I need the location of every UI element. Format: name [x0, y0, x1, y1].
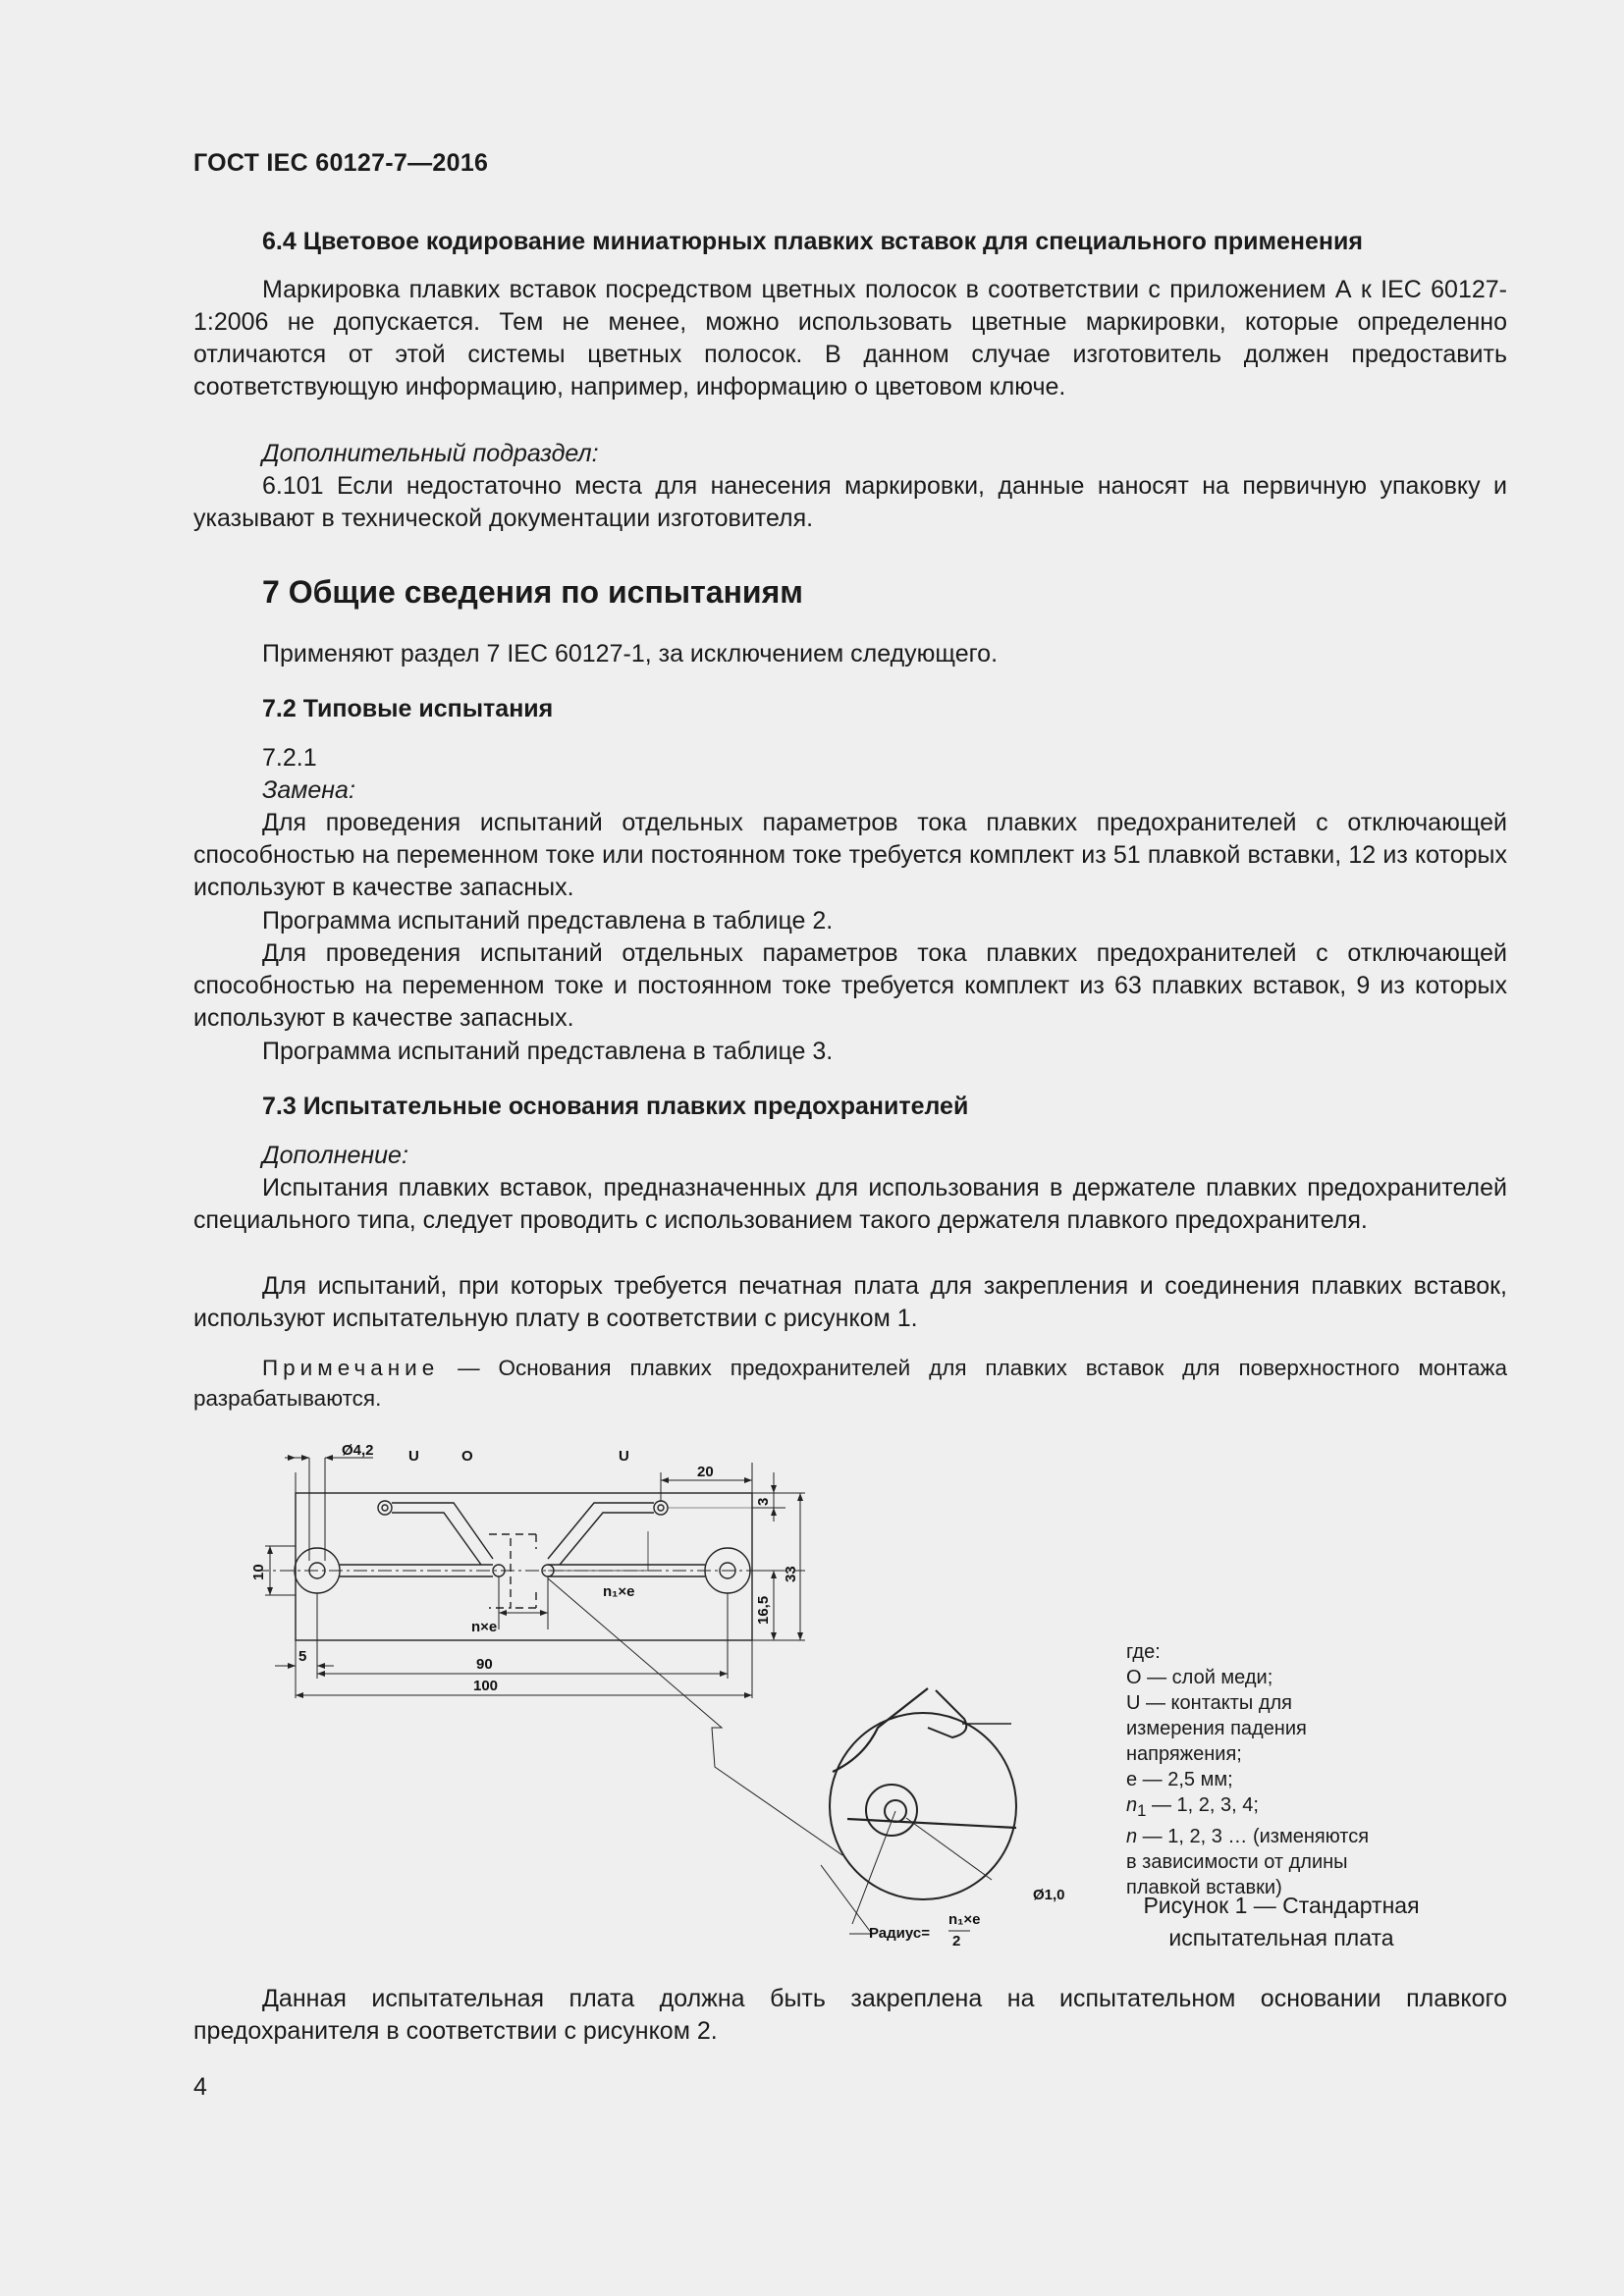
dim-5: 5 — [298, 1648, 307, 1665]
dim-20: 20 — [697, 1464, 714, 1480]
clause-7-2-1-para-4: Программа испытаний представлена в таблице 3. — [262, 1038, 834, 1065]
radius-label: Радиус= — [869, 1925, 930, 1942]
legend-contacts: U — контакты для измерения падения напряжения; — [1126, 1692, 1307, 1765]
replacement-label: Замена: — [262, 776, 355, 804]
note-label: Примечание — [262, 1356, 440, 1380]
label-u-left: U — [408, 1448, 419, 1465]
dim-hole-diameter: Ø4,2 — [342, 1442, 374, 1459]
section-6-4-text: Маркировка плавких вставок посредством цветных полосок в соответствии с приложением А к IEC 60127-1:2006 не допускается. Тем не менее, можно использовать цветные маркировки, которые определенно отличаются от этой системы цветных полосок. В данном случае изготовитель должен предоставить соответствующую информацию, например, информацию о цветовом ключе. — [193, 276, 1507, 400]
label-u-right: U — [619, 1448, 629, 1465]
clause-7-2-1: 7.2.1 — [262, 744, 317, 772]
document-header: ГОСТ IEC 60127-7—2016 — [193, 149, 489, 177]
section-7-2-title: 7.2 Типовые испытания — [262, 695, 554, 722]
clause-7-2-1-para-2: Программа испытаний представлена в таблице 2. — [262, 907, 834, 934]
section-7-text: Применяют раздел 7 IEC 60127-1, за исключением следующего. — [262, 640, 999, 667]
note-text: — Основания плавких предохранителей для плавких вставок для поверхностного монтажа разрабатываются. — [193, 1356, 1507, 1411]
dim-33: 33 — [783, 1566, 799, 1582]
dim-3: 3 — [755, 1497, 772, 1506]
dim-16-5: 16,5 — [755, 1595, 772, 1625]
section-6-4-title: 6.4 Цветовое кодирование миниатюрных плавких вставок для специального применения — [262, 228, 1363, 255]
figure-caption: Рисунок 1 — Стандартная испытательная плата — [1143, 1893, 1420, 1950]
note — [193, 1353, 1507, 1414]
addition-label: Дополнение: — [262, 1142, 408, 1169]
figure-legend — [1126, 1639, 1381, 1900]
clause-7-2-1-para-3: Для проведения испытаний отдельных параметров тока плавких предохранителей с отключающей способностью на переменном токе и постоянном токе требуется комплект из 63 плавких вставок, 9 из которых используют в качестве запасных. — [193, 939, 1507, 1032]
page-number: 4 — [193, 2073, 207, 2101]
radius-denominator: 2 — [952, 1933, 961, 1949]
test-board-drawing — [236, 1433, 1100, 1963]
section-7-3-para-1: Испытания плавких вставок, предназначенных для использования в держателе плавких предохранителей специального типа, следует проводить с использованием такого держателя плавкого предохранителя. — [193, 1174, 1507, 1234]
label-o: O — [461, 1448, 473, 1465]
dim-ne: n×e — [471, 1619, 498, 1635]
dim-n1e: n₁×e — [603, 1583, 635, 1600]
legend-where: где: — [1126, 1641, 1161, 1663]
legend-e: e — 2,5 мм; — [1126, 1769, 1233, 1790]
dim-90: 90 — [476, 1656, 493, 1673]
legend-n1: $n_1$ — 1, 2, 3, 4; — [1126, 1794, 1259, 1820]
final-paragraph: Данная испытательная плата должна быть закреплена на испытательном основании плавкого предохранителя в соответствии с рисунком 2. — [193, 1985, 1507, 2045]
subsection-6-101-text: 6.101 Если недостаточно места для нанесения маркировки, данные наносят на первичную упаковку и указывают в технической документации изготовителя. — [193, 472, 1507, 532]
dim-10: 10 — [250, 1564, 267, 1580]
dim-pad-hole: Ø1,0 — [1033, 1887, 1065, 1903]
subsection-label: Дополнительный подраздел: — [262, 440, 599, 467]
dim-100: 100 — [473, 1678, 499, 1694]
section-7-title: 7 Общие сведения по испытаниям — [262, 574, 803, 610]
radius-numerator: n₁×e — [948, 1911, 981, 1928]
section-7-3-para-2: Для испытаний, при которых требуется печатная плата для закрепления и соединения плавких вставок, используют испытательную плату в соответствии с рисунком 1. — [193, 1272, 1507, 1332]
legend-n: n — 1, 2, 3 … (изменяются в зависимости от длины плавкой вставки) — [1126, 1826, 1370, 1898]
legend-copper: О — слой меди; — [1126, 1667, 1273, 1688]
clause-7-2-1-para-1: Для проведения испытаний отдельных параметров тока плавких предохранителей с отключающей способностью на переменном токе или постоянном токе требуется комплект из 51 плавкой вставки, 12 из которых используют в качестве запасных. — [193, 809, 1507, 901]
section-7-3-title: 7.3 Испытательные основания плавких предохранителей — [262, 1093, 969, 1120]
